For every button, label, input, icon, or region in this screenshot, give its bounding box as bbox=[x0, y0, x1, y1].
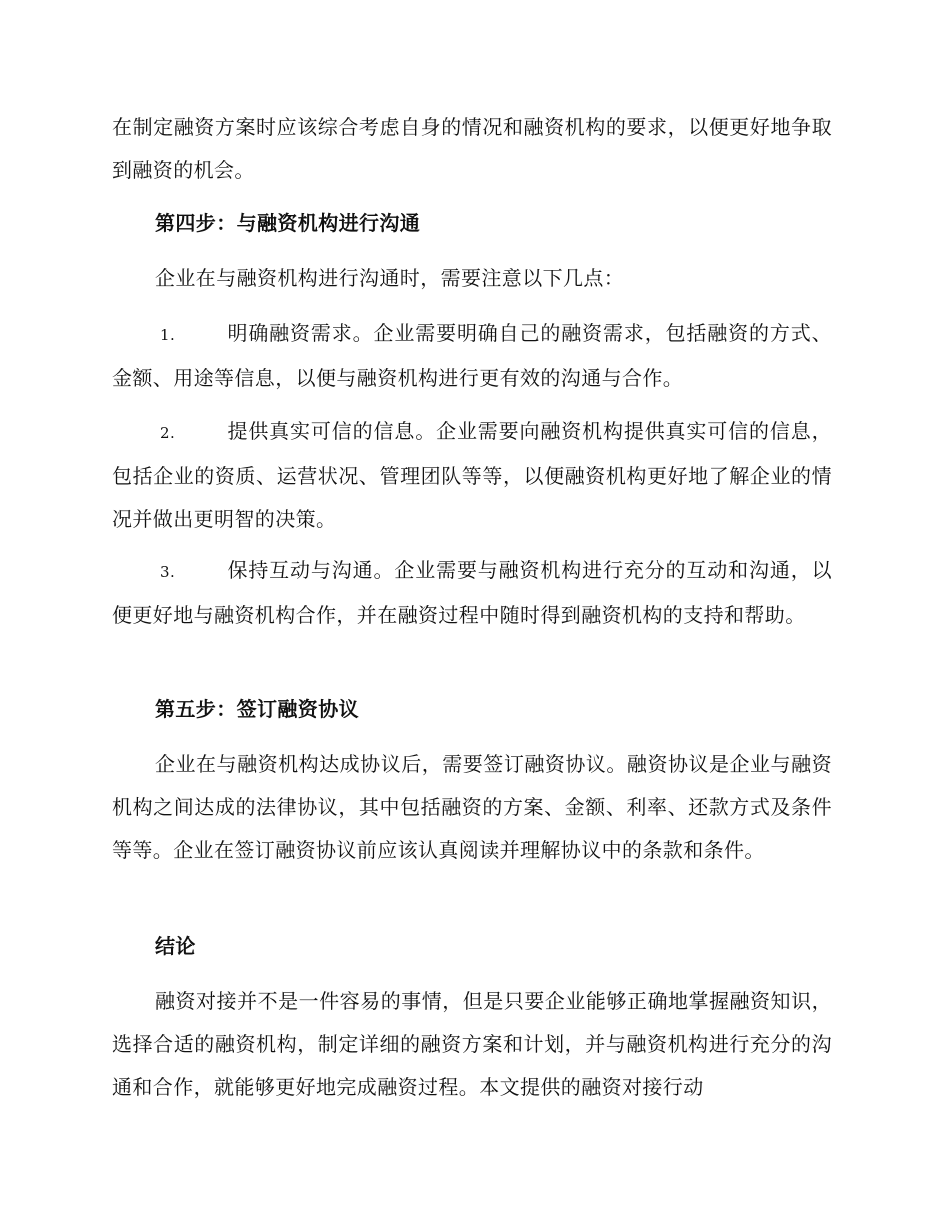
paragraph-agreement: 企业在与融资机构达成协议后，需要签订融资协议。融资协议是企业与融资机构之间达成的法律协议，其中包括融资的方案、金额、利率、还款方式及条件等等。企业在签订融资协议前应该认真阅读并理解协议中的条款和条件。 bbox=[112, 752, 832, 862]
paragraph-communication-intro: 企业在与融资机构进行沟通时，需要注意以下几点： bbox=[155, 266, 625, 290]
list-number-2: 2. bbox=[160, 424, 176, 442]
list-text-1: 明确融资需求。企业需要明确自己的融资需求，包括融资的方式、金额、用途等信息，以便与融资机构进行更有效的沟通与合作。 bbox=[112, 321, 832, 390]
list-number-3: 3. bbox=[160, 563, 176, 581]
list-text-3: 保持互动与沟通。企业需要与融资机构进行充分的互动和沟通，以便更好地与融资机构合作，并在融资过程中随时得到融资机构的支持和帮助。 bbox=[112, 558, 832, 627]
paragraph-intro: 在制定融资方案时应该综合考虑自身的情况和融资机构的要求，以便更好地争取到融资的机会。 bbox=[112, 115, 832, 182]
heading-step-four: 第四步：与融资机构进行沟通 bbox=[155, 211, 421, 235]
list-number-1: 1. bbox=[160, 326, 176, 344]
list-item-2 bbox=[112, 410, 832, 541]
list-text-2: 提供真实可信的信息。企业需要向融资机构提供真实可信的信息，包括企业的资质、运营状况、管理团队等等，以便融资机构更好地了解企业的情况并做出更明智的决策。 bbox=[112, 419, 832, 531]
heading-conclusion: 结论 bbox=[155, 934, 196, 958]
list-item-3 bbox=[112, 549, 832, 637]
paragraph-conclusion: 融资对接并不是一件容易的事情，但是只要企业能够正确地掌握融资知识，选择合适的融资机构，制定详细的融资方案和计划，并与融资机构进行充分的沟通和合作，就能够更好地完成融资过程。本文提供的融资对接行动 bbox=[112, 989, 832, 1099]
heading-step-five: 第五步：签订融资协议 bbox=[155, 697, 359, 721]
list-item-1 bbox=[112, 312, 832, 400]
